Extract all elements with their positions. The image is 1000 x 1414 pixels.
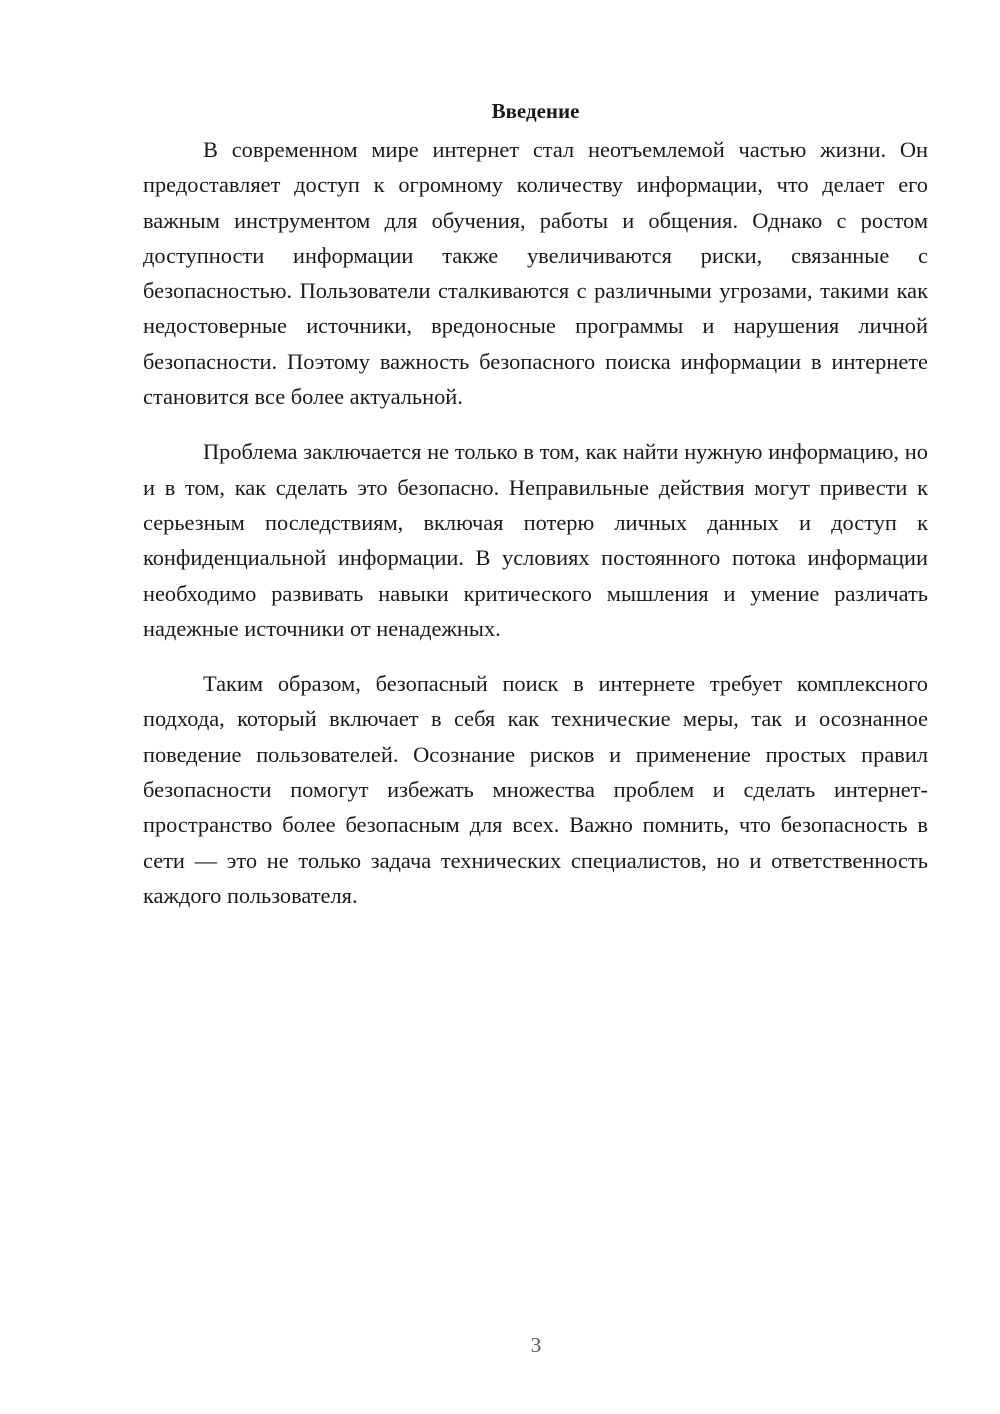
section-heading: Введение [491,99,580,123]
paragraph-conclusion: Таким образом, безопасный поиск в интернете требует комплексного подхода, который включает в себя как технические меры, так и осознанное поведение пользователей. Осознание рисков и применение простых правил безопасности помогут избежать множества проблем и сделать интернет-пространство более безопасным для всех. Важно помнить, что безопасность в сети — это не только задача технических специалистов, но и ответственность каждого пользователя. [143,671,928,908]
paragraph-problem: Проблема заключается не только в том, как найти нужную информацию, но и в том, как сделать это безопасно. Неправильные действия могут привести к серьезным последствиям, включая потерю личных данных и доступ к конфиденциальной информации. В условиях постоянного потока информации необходимо развивать навыки критического мышления и умение различать надежные источники от ненадежных. [143,439,928,641]
paragraph-introduction: В современном мире интернет стал неотъемлемой частью жизни. Он предоставляет доступ к огромному количеству информации, что делает его важным инструментом для обучения, работы и общения. Однако с ростом доступности информации также увеличиваются риски, связанные с безопасностью. Пользователи сталкиваются с различными угрозами, такими как недостоверные источники, вредоносные программы и нарушения личной безопасности. Поэтому важность безопасного поиска информации в интернете становится все более актуальной. [143,137,928,410]
page-number: 3 [530,1333,542,1357]
page-content [143,96,928,933]
